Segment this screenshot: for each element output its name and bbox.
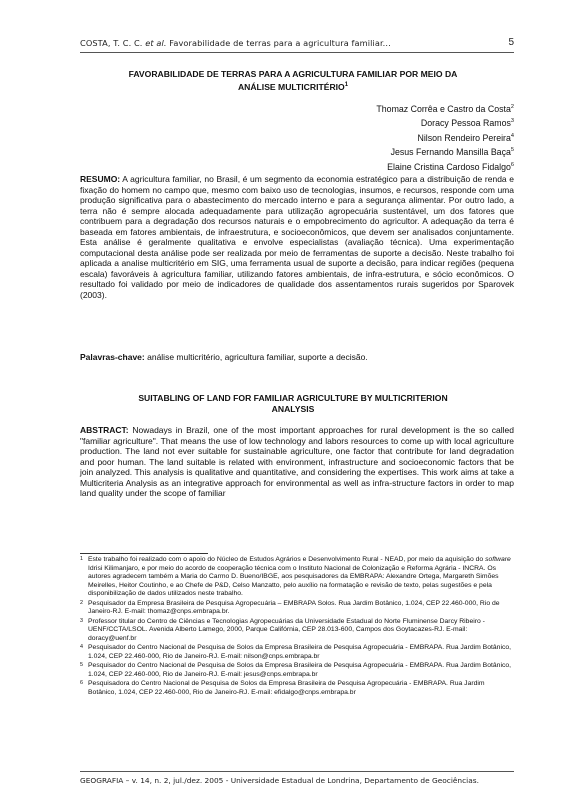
title-en-line-2: ANALYSIS (271, 403, 315, 414)
title-english (80, 393, 506, 414)
running-header (80, 38, 514, 48)
author: Thomaz Corrêa e Castro da Costa$^2$ (376, 103, 514, 114)
running-head-authors: COSTA, T. C. C. (80, 38, 146, 48)
keywords-paragraph (80, 352, 514, 363)
footnotes (80, 556, 514, 698)
abstract-label: ABSTRACT: (80, 425, 129, 435)
author: Nilson Rendeiro Pereira$^4$ (417, 132, 514, 143)
resumo-label: RESUMO: (80, 174, 121, 184)
title-portuguese (80, 69, 506, 92)
title-footnote-mark: 1 (344, 81, 349, 88)
resumo-paragraph (80, 174, 514, 300)
footnote: 6 Pesquisadora do Centro Nacional de Pesquisa de Solos da Empresa Brasileira de Pesquisa Agropecuária - EMBRAPA. Rua Jardim Botânico, 1.024, CEP 22.460-000, Rio de Janeiro-RJ. E-mail: efidalgo@cnps.embrapa.br (80, 680, 485, 696)
resumo-text: A agricultura familiar, no Brasil, é um segmento da economia estratégico para a distribuição de renda e fixação do homem no campo que, mesmo com baixo uso de tecnologias, insumos, e recursos, responde com uma produção significativa para o abastecimento do mercado interno e para a segurança alimentar. Por outro lado, a terra não é sempre alocada adequadamente para utilização agropecuária sustentável, um dos fatores que contribuem para a degradação dos recursos naturais e o empobrecimento do agricultor. A adequação da terra é baseada em fatores ambientais, de infraestrutura, e socioeconômicos, que devem ser analisados conjuntamente. Esta análise é geralmente qualitativa e envolve especialistas (avaliação técnica). Uma experimentação computacional desta análise pode ser realizada por meio de ferramentas de suporte a decisão. Neste trabalho foi aplicada a analise multicritério em SIG, uma ferramenta usual de suporte a decisão, para indicar regiões (pequena escala) favoráveis à agricultura familiar, utilizando fatores ambientais, de infra-estrutura, e sócio econômicos. O resultado foi validado por meio de indicadores de qualidade dos assentamentos rurais sugeridos por Sparovek (2003). (80, 174, 514, 300)
keywords-text: análise multicritério, agricultura familiar, suporte a decisão. (144, 352, 368, 362)
footnote: 3 Professor titular do Centro de Ciências e Tecnologias Agropecuárias da Universidade Estadual do Norte Fluminense Darcy Ribeiro - UENF/CCTA/LSOL. Avenida Alberto Lamego, 2000, Parque Califórnia, CEP 28.013-600, Campos dos Goytacazes-RJ. E-mail: doracy@uenf.br (80, 617, 485, 642)
footnote: 1 Este trabalho foi realizado com o apoio do Núcleo de Estudos Agrários e Desenvolvimento Rural - NEAD, por meio da aquisição do software Idrisi Kilimanjaro, e por meio do acordo de cooperação técnica com o Instituto Nacional de Colonização e Reforma Agrária - INCRA. Os autores agradecem também a Maria do Carmo D. Bueno/IBGE, aos pesquisadores da EMBRAPA: Alexandre Ortega, Margareth Simões Meirelles, Heitor Coutinho, e ao Chefe de P&D, Celso Manzatto, pelo auxílio na formatação e revisão de texto, pelas sugestões e pela disponibilização de dados utilizados neste trabalho. (80, 556, 511, 597)
abstract-paragraph (80, 425, 514, 499)
footnote: 2 Pesquisador da Empresa Brasileira de Pesquisa Agropecuária – EMBRAPA Solos. Rua Jardim Botânico, 1.024, CEP 22.460-000, Rio de Janeiro-RJ. E-mail: thomaz@cnps.embrapa.br. (80, 599, 500, 615)
footnote: 4 Pesquisador do Centro Nacional de Pesquisa de Solos da Empresa Brasileira de Pesquisa Agropecuária - EMBRAPA. Rua Jardim Botânico, 1.024, CEP 22.460-000, Rio de Janeiro-RJ. E-mail: nilson@cnps.embrapa.br (80, 644, 512, 660)
running-head-title: Favorabilidade de terras para a agricultura familiar... (166, 38, 391, 48)
author: Elaine Cristina Cardoso Fidalgo$^6$ (387, 161, 514, 172)
abstract-text: Nowadays in Brazil, one of the most important approaches for rural development is the so called "familiar agriculture". That means the use of low technology and labors resources to come up with local agriculture production. The land not ever suitable for sustainable agriculture, one factor that contribute for land degradation and poor human. The land suitable is related with environment, infrastructure and socioeconomic factors that be join analyzed. This analysis is qualitative and quantitative, and considering the expertises. This work aims at take a Multicriteria Analysis as an integrative approach for environmental as well as infra-structure factors in order to map land quality under the scope of familiar (80, 425, 514, 498)
running-footer: GEOGRAFIA – v. 14, n. 2, jul./dez. 2005 - Universidade Estadual de Londrina, Departamento de Geociências. (80, 776, 479, 785)
author: Jesus Fernando Mansilla Baça$^5$ (390, 147, 514, 158)
title-pt-line-2: ANÁLISE MULTICRITÉRIO$^1$ (237, 81, 349, 92)
running-head-etal: et al. (145, 38, 167, 48)
footer-rule (80, 771, 514, 772)
footnote-rule (80, 553, 208, 554)
page-number: 5 (508, 37, 514, 48)
header-rule (80, 52, 514, 53)
title-en-line-1: SUITABLING OF LAND FOR FAMILIAR AGRICULTURE BY MULTICRITERION (138, 393, 448, 403)
author-list (376, 101, 514, 173)
title-pt-line-1: FAVORABILIDADE DE TERRAS PARA A AGRICULTURA FAMILIAR POR MEIO DA (128, 69, 458, 79)
footnote: 5 Pesquisador do Centro Nacional de Pesquisa de Solos da Empresa Brasileira de Pesquisa Agropecuária - EMBRAPA. Rua Jardim Botânico, 1.024, CEP 22.460-000, Rio de Janeiro-RJ. E-mail: jesus@cnps.embrapa.br (80, 662, 512, 678)
author: Doracy Pessoa Ramos$^3$ (420, 118, 514, 129)
keywords-label: Palavras-chave: (80, 352, 145, 362)
